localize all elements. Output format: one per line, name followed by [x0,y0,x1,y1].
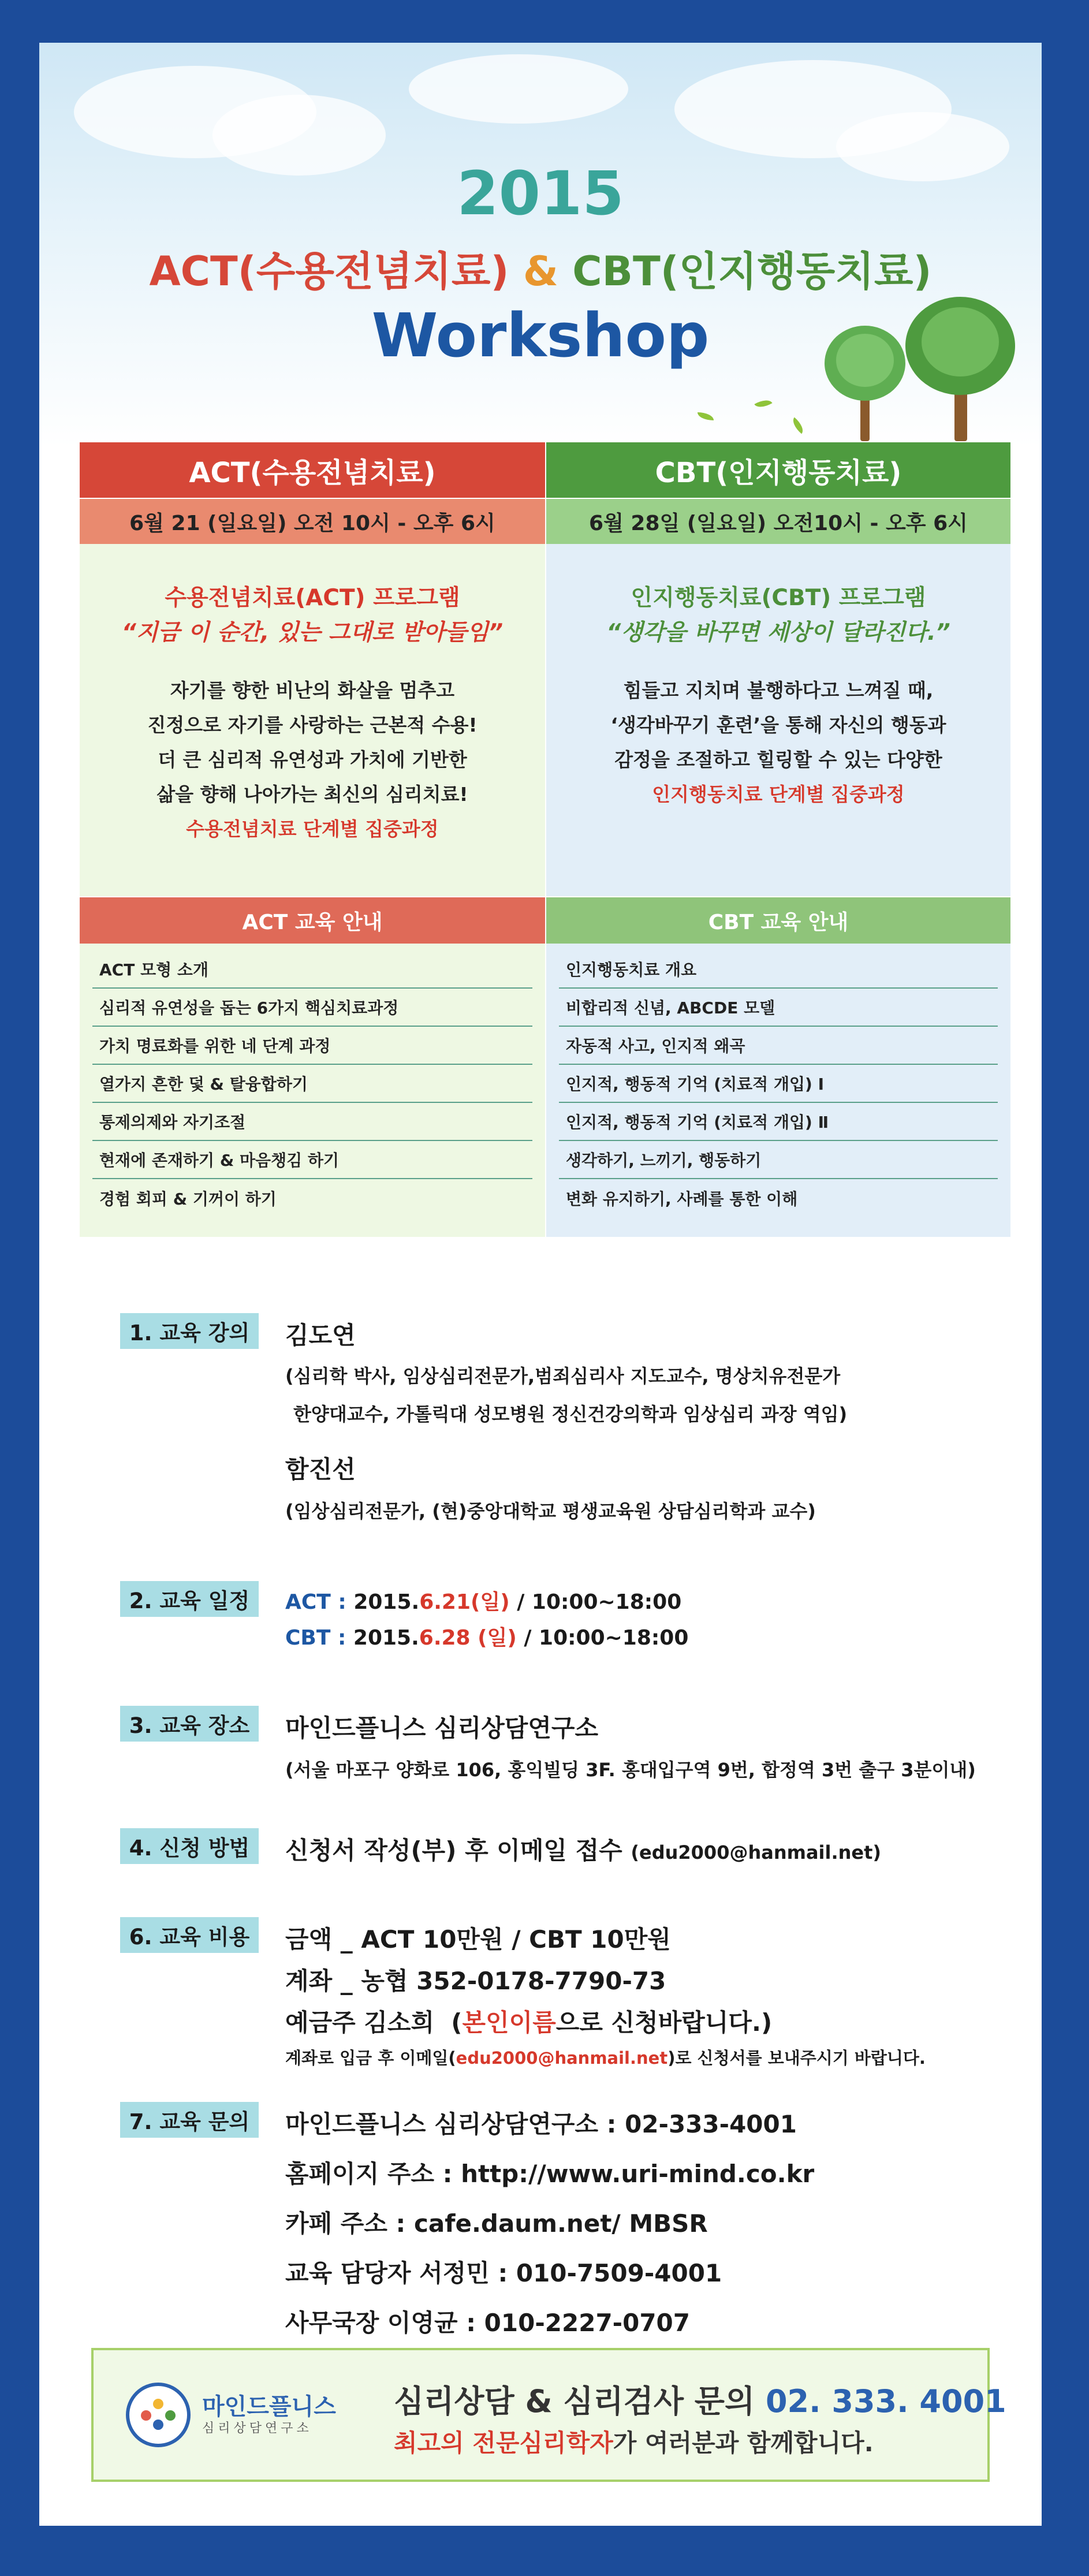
cost-amount: 금액 _ ACT 10만원 / CBT 10만원 [285,1925,671,1954]
schedule-label: 2. 교육 일정 [120,1581,259,1617]
cbt-quote: “생각을 바꾸면 세상이 달라진다.” [606,620,950,646]
apply-label: 4. 신청 방법 [120,1828,259,1864]
cbt-date: 6월 28일 (일요일) 오전10시 - 오후 6시 [546,499,1010,544]
contact-label: 7. 교육 문의 [120,2102,259,2138]
contact-center: 마인드플니스 심리상담연구소 : 02-333-4001 [285,2110,797,2138]
schedule-act-year: 2015. [353,1590,420,1614]
cbt-edu-header: CBT 교육 안내 [546,897,1010,944]
contact-cafe: 카페 주소 : cafe.daum.net/ MBSR [285,2209,708,2238]
list-item: ACT 모형 소개 [92,950,532,989]
schedule-act-prefix: ACT : [285,1590,354,1614]
cost-holder [285,2004,772,2038]
act-body [80,544,545,896]
cbt-program-title: 인지행동치료(CBT) 프로그램 [631,585,926,611]
banner-phone: 02. 333. 4001 [765,2383,1006,2420]
title-act: ACT(수용전념치료) [149,248,509,295]
list-item: 변화 유지하기, 사례를 통한 이해 [566,1190,798,1209]
contact-director: 사무국장 이영균 : 010-2227-0707 [285,2309,690,2337]
tree-icon [905,297,1015,441]
act-description [80,673,545,847]
cbt-desc-highlight: 인지행동치료 단계별 집중과정 [652,783,905,806]
cbt-body [546,544,1010,896]
tree-icon [819,326,911,441]
act-date: 6월 21 (일요일) 오전 10시 - 오후 6시 [80,499,545,544]
title-amp: & [509,248,573,295]
list-item: 가치 명료화를 위한 네 단계 과정 [92,1027,532,1065]
list-item: 심리적 유연성을 돕는 6가지 핵심치료과정 [92,989,532,1027]
banner-tagline-rest: 가 여러분과 함께합니다. [613,2429,874,2457]
place-label: 3. 교육 장소 [120,1706,259,1742]
schedule-cbt [285,1621,688,1651]
place-name: 마인드플니스 심리상담연구소 [285,1714,599,1742]
schedule-cbt-prefix: CBT : [285,1626,353,1650]
list-item: 생각하기, 느끼기, 행동하기 [559,1141,998,1179]
schedule-cbt-year: 2015. [353,1626,419,1650]
cbt-item-list [546,944,1010,1237]
contact-homepage: 홈페이지 주소 : http://www.uri-mind.co.kr [285,2160,815,2188]
lecturer-1-bio: (심리학 박사, 임상심리전문가,범죄심리사 지도교수, 명상치유전문가 [285,1365,841,1387]
title-cbt: CBT(인지행동치료) [572,248,932,295]
lecturer-2-name: 함진선 [285,1455,356,1483]
apply-method [285,1832,881,1866]
cbt-desc-line: 힘들고 지치며 불행하다고 느껴질 때, [623,679,934,702]
place-address: (서울 마포구 양화로 106, 홍익빌딩 3F. 홍대입구역 9번, 합정역 3번 출구 3분이내) [285,1759,976,1781]
act-desc-line: 진정으로 자기를 사랑하는 근본적 수용! [147,714,478,736]
title-year: 2015 [457,158,624,229]
banner-inquiry [394,2377,1006,2421]
act-desc-line: 더 큰 심리적 유연성과 가치에 기반한 [158,748,467,771]
schedule-act-time: / 10:00~18:00 [509,1590,682,1614]
lecturer-1-name: 김도연 [285,1321,356,1349]
apply-text: 신청서 작성(부) 후 이메일 접수 [285,1836,631,1865]
act-edu-header: ACT 교육 안내 [80,897,545,944]
cbt-desc-line: ‘생각바꾸기 훈련’을 통해 자신의 행동과 [610,714,946,736]
apply-email: (edu2000@hanmail.net) [631,1841,882,1863]
cost-account: 계좌 _ 농협 352-0178-7790-73 [285,1967,666,1995]
lecturer-1-bio: 한양대교수, 가톨릭대 성모병원 정신건강의학과 임상심리 과장 역임) [293,1403,848,1425]
cbt-header: CBT(인지행동치료) [546,442,1010,498]
act-quote: “지금 이 순간, 있는 그대로 받아들임” [121,620,504,646]
cost-note [285,2045,926,2069]
act-desc-line: 삶을 향해 나아가는 최신의 심리치료! [156,783,468,806]
logo-subtitle: 심리상담연구소 [202,2421,312,2436]
cbt-column [545,442,1010,1237]
list-item: 통제의제와 자기조절 [92,1103,532,1141]
logo-name: 마인드플니스 [202,2394,336,2420]
cbt-description [546,673,1010,812]
list-item: 자동적 사고, 인지적 왜곡 [559,1027,998,1065]
title-main [39,239,1042,297]
act-program-title: 수용전념치료(ACT) 프로그램 [165,585,460,611]
cost-holder-highlight: 본인이름 [462,2008,556,2037]
cost-note-rest: )로 신청서를 보내주시기 바랍니다. [667,2048,926,2068]
cbt-desc-line: 감정을 조절하고 힐링할 수 있는 다양한 [614,748,942,771]
banner-tagline [394,2424,874,2459]
contact-manager: 교육 담당자 서정민 : 010-7509-4001 [285,2259,722,2287]
mindfulness-logo-icon [126,2383,191,2447]
list-item: 인지적, 행동적 기억 (치료적 개입) Ⅱ [559,1103,998,1141]
cost-label: 6. 교육 비용 [120,1917,259,1953]
schedule-cbt-time: / 10:00~18:00 [516,1626,689,1650]
cost-holder-rest: 으로 신청바랍니다.) [555,2008,773,2037]
list-item: 경험 회피 & 기꺼이 하기 [99,1190,277,1209]
contact-banner [91,2348,1006,2482]
schedule-act [285,1586,681,1615]
list-item: 인지적, 행동적 기억 (치료적 개입) Ⅰ [559,1065,998,1103]
list-item: 열가지 흔한 덫 & 탈융합하기 [92,1065,532,1103]
schedule-act-date: 6.21(일) [419,1590,510,1614]
act-header: ACT(수용전념치료) [80,442,545,498]
cloud [409,54,628,124]
cost-holder-text: 예금주 김소희 ( [285,2008,463,2037]
cost-note-email: edu2000@hanmail.net [456,2048,668,2068]
list-item: 비합리적 신념, ABCDE 모델 [559,989,998,1027]
schedule-cbt-date: 6.28 (일) [419,1626,517,1650]
lecturer-2-bio: (임상심리전문가, (현)중앙대학교 평생교육원 상담심리학과 교수) [285,1500,816,1522]
lecture-label: 1. 교육 강의 [120,1313,259,1349]
list-item: 인지행동치료 개요 [559,950,998,989]
act-desc-highlight: 수용전념치료 단계별 집중과정 [186,818,439,840]
act-column [80,442,545,1237]
banner-inquiry-text: 심리상담 & 심리검사 문의 [394,2383,766,2420]
list-item: 현재에 존재하기 & 마음챙김 하기 [92,1141,532,1179]
banner-tagline-highlight: 최고의 전문심리학자 [394,2429,613,2457]
title-workshop: Workshop [371,300,710,371]
poster [39,43,1042,2526]
cost-note-text: 계좌로 입금 후 이메일( [285,2048,456,2068]
act-desc-line: 자기를 향한 비난의 화살을 멈추고 [170,679,455,702]
act-item-list [80,944,545,1237]
